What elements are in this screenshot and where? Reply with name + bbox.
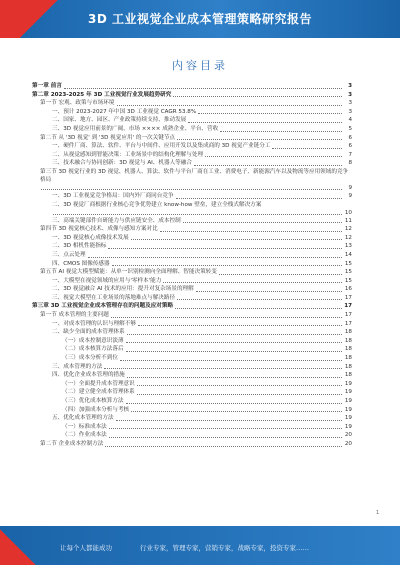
toc-entry[interactable] [32,285,352,294]
toc-entry[interactable] [32,82,352,91]
page-header [0,0,400,38]
toc-entry[interactable] [32,345,352,354]
toc-entry-text: 第一节 宏观、政策与市场环境 [40,100,115,107]
toc-entry[interactable] [32,168,352,192]
toc-entry[interactable] [32,151,352,160]
toc-entry-text: （一）成本控制意识淡薄 [62,337,124,344]
page-number: 1 [376,510,380,516]
toc-entry[interactable] [32,302,352,311]
toc-entry-text: 四、CMOS 图像传感器 [52,260,110,267]
toc-leader-dots [88,257,342,258]
toc-leader-dots [177,299,342,300]
toc-entry-text: （二）建立健全成本管理体系 [62,389,135,396]
toc-leader-dots [127,377,342,378]
toc-entry-page: 3 [348,83,352,89]
toc-entry-text: 二、缺少全面的成本管理体系 [52,329,125,336]
toc-entry-text: （四）加强成本分析与考核 [62,406,130,413]
toc-entry-text: 二、3D 视觉厂商根据行业核心竞争优势建立 know-how 壁垒，建立全栈式解决方案 [52,201,262,208]
toc-entry[interactable] [32,277,352,286]
toc-entry-text: 第四节 3D 视觉核心技术、成像与感知方案对比 [40,226,158,233]
toc-entry-page: 15 [344,260,352,267]
toc-entry-page: 13 [344,243,352,250]
toc-entry[interactable] [32,134,352,143]
toc-leader-dots [64,88,342,89]
toc-entry-text: 第一章 前言 [32,83,62,89]
toc-entry-page: 15 [344,269,352,276]
toc-entry[interactable] [32,440,352,449]
toc-entry-text: 一、大模型在视觉领域的应用与'零样本'能力 [52,277,162,284]
toc-leader-dots [175,308,342,309]
toc-entry-text: （一）全面提升成本管理意识 [62,380,135,387]
toc-leader-dots [160,231,342,232]
toc-entry[interactable] [32,217,352,226]
toc-leader-dots [176,198,342,199]
toc-entry-text: 一、硬件厂商、算法、软件、平台与中间件、应用开发以及集成商的 3D 视觉产业链分工 [52,143,271,150]
toc-entry[interactable] [32,234,352,243]
toc-leader-dots [53,214,342,215]
toc-leader-dots [109,428,342,429]
toc-leader-dots [137,394,342,395]
toc-entry[interactable] [32,311,352,320]
toc-entry-text: 一、3D 工业视觉竞争格局：国内外厂商同台竞争 [52,192,174,199]
toc-leader-dots [205,156,342,157]
toc-entry[interactable] [32,431,352,440]
footer-expert-list: 行业专家，管理专家，营销专家，战略专家，投资专家…… [140,544,309,552]
toc-leader-dots [105,446,342,447]
toc-entry[interactable] [32,363,352,372]
toc-entry[interactable] [32,201,352,217]
toc-entry-text: （二）作业成本法 [62,432,107,439]
toc-entry-text: （二）成本核算方法落后 [62,346,124,353]
toc-entry-text: 二、国家、地方、园区、产业政策持续支持、推动发展 [52,117,187,124]
toc-entry-text: 第二章 2023-2025 年 3D 工业视觉行业发展趋势研究 [32,91,172,98]
toc-leader-dots [126,403,342,404]
toc-leader-dots [111,317,342,318]
toc-leader-dots [126,342,342,343]
toc-entry-page: 3 [348,91,352,98]
toc-entry-text: （三）优化成本核算方法 [62,398,124,404]
toc-entry-page: 3 [348,108,352,115]
footer-slogan: 让每个人都能成功 [60,544,112,552]
toc-entry-page: 19 [344,389,352,396]
toc-entry-text: 第二节 企业成本控制方法 [40,440,104,447]
toc-leader-dots [41,189,342,190]
toc-entry[interactable] [32,414,352,423]
toc-entry-page: 11 [344,217,352,224]
toc-entry-page: 3 [348,100,352,107]
toc-entry[interactable] [32,406,352,415]
toc-leader-dots [219,274,342,275]
toc-leader-dots [104,368,342,369]
toc-entry-page: 4 [348,117,352,124]
toc-entry[interactable] [32,294,352,303]
toc-entry[interactable] [32,397,352,406]
toc-entry-page: 10 [344,209,352,216]
toc-leader-dots [126,351,342,352]
toc-leader-dots [137,385,342,386]
toc-leader-dots [108,248,342,249]
toc-entry-text: 第三节 3D 视觉行业的 3D 视觉、机器人、算法、软件与平台厂商在工业、消费电子、新能源汽车以及物流等应用领域的竞争格局 [40,168,349,183]
toc-entry-page: 5 [348,125,352,132]
toc-entry-page: 9 [348,192,352,199]
toc-entry-text: 一、对成本管理的认识与理解不够 [52,320,136,327]
toc-entry-text: 三、高端关键部件自研能力与供应链安全、成本控制 [52,217,181,224]
toc-heading: 内容目录 [172,59,228,72]
toc-entry-text: 五、优化成本管理的方法 [52,415,114,422]
toc-entry[interactable] [32,99,352,108]
toc-leader-dots [173,96,342,97]
toc-entry[interactable] [32,380,352,389]
toc-entry-text: 三、成本管理的方法 [52,363,103,370]
toc-entry[interactable] [32,251,352,260]
toc-entry-text: 二、从视觉感知到智能决策：工业场景中的结构化理解与处理 [52,151,204,158]
toc-entry-page: 7 [348,151,352,158]
toc-entry-text: 三、技术融合与协同创新：3D 视觉与 AI、机器人等融合 [52,160,192,167]
toc-entry-page: 18 [344,372,352,379]
toc-leader-dots [188,122,342,123]
toc-entry-text: （三）成本分析不到位 [62,355,118,362]
toc-entry-page: 20 [344,440,352,447]
toc-leader-dots [120,360,342,361]
toc-entry-page: 19 [344,406,352,413]
toc-entry[interactable] [32,142,352,151]
toc-entry[interactable] [32,192,352,201]
toc-leader-dots [131,411,342,412]
toc-entry-page: 15 [344,277,352,284]
toc-entry-page: 9 [348,184,352,191]
toc-entry-text: 第三章 3D 工业视觉企业成本管理存在的问题及应对策略 [32,303,174,310]
toc-leader-dots [131,239,342,240]
toc-entry-page: 19 [344,380,352,387]
toc-entry[interactable] [32,354,352,363]
footer-accent [0,526,40,565]
toc-leader-dots [183,222,342,223]
toc-leader-dots [194,165,342,166]
toc-leader-dots [117,105,343,106]
toc-leader-dots [198,113,342,114]
toc-entry-text: 三、点云处理 [52,251,86,258]
toc-entry[interactable] [32,225,352,234]
toc-leader-dots [177,139,342,140]
toc-entry[interactable] [32,328,352,337]
toc-entry-text: 一、预计 2023-2027 年中国 3D 工业视觉 CAGR 53.8% [52,108,197,115]
toc-entry-page: 17 [344,320,352,327]
toc-entry-page: 18 [344,355,352,362]
toc-entry-text: 二、3D 视觉融合 AI 技术的应用：提升对复杂场景的理解 [52,286,194,293]
toc-entry[interactable] [32,242,352,251]
toc-entry-page: 12 [344,234,352,241]
toc-entry[interactable] [32,337,352,346]
toc-leader-dots [112,265,342,266]
toc-entry-page: 19 [344,423,352,430]
toc-entry[interactable] [32,388,352,397]
toc-entry-page: 20 [344,432,352,439]
toc-entry-page: 19 [344,398,352,404]
toc-entry[interactable] [32,159,352,168]
toc-entry-page: 6 [348,143,352,150]
toc-leader-dots [272,148,342,149]
toc-leader-dots [163,282,342,283]
toc-entry[interactable] [32,91,352,100]
page-footer [0,526,400,565]
toc-entry-text: 第一节 成本管理的主要问题 [40,312,109,319]
toc-entry[interactable] [32,125,352,134]
toc-entry-page: 18 [344,363,352,370]
toc-entry-page: 19 [344,415,352,422]
toc-entry-page: 17 [344,294,352,301]
toc-entry-text: 第五节 AI 视觉大模型赋能：从单一识别检测向全面理解、智能决策转变 [40,269,217,276]
toc-entry-page: 17 [344,303,352,310]
toc-entry-text: 三、视觉大模型在工业场景的落地难点与解决路径 [52,294,176,301]
table-of-contents [32,82,352,449]
toc-entry-page: 8 [348,160,352,167]
toc-entry-text: 三、3D 视觉应用前景的广阔，市场 ×××× 成熟企业、平台、营收 [52,125,219,132]
toc-entry-text: 第二节 从 '3D 视觉' 到 '3D 视觉应用' 的一次关键节点 [40,134,176,141]
report-title: 3D 工业视觉企业成本管理策略研究报告 [88,12,312,26]
toc-entry-text: 四、优化企业成本管理的措施 [52,372,125,379]
toc-entry-page: 18 [344,329,352,336]
toc-entry-page: 18 [344,337,352,344]
toc-leader-dots [220,131,342,132]
toc-entry[interactable] [32,260,352,269]
toc-entry[interactable] [32,108,352,117]
toc-leader-dots [138,325,342,326]
toc-leader-dots [127,334,342,335]
toc-entry[interactable] [32,116,352,125]
toc-entry-page: 18 [344,346,352,353]
toc-entry-text: 一、3D 视觉核心成像技术发展 [52,234,129,241]
toc-leader-dots [196,291,342,292]
toc-entry-page: 14 [344,251,352,258]
toc-entry[interactable] [32,320,352,329]
toc-entry-page: 6 [348,134,352,141]
toc-entry[interactable] [32,423,352,432]
toc-leader-dots [116,420,342,421]
toc-entry-page: 16 [344,286,352,293]
toc-entry-text: 二、3D 相机性能指标 [52,243,107,250]
toc-entry[interactable] [32,268,352,277]
toc-entry[interactable] [32,371,352,380]
toc-entry-text: （一）标准成本法 [62,423,107,430]
toc-leader-dots [109,437,342,438]
toc-entry-page: 12 [344,226,352,233]
toc-entry-page: 17 [344,312,352,319]
